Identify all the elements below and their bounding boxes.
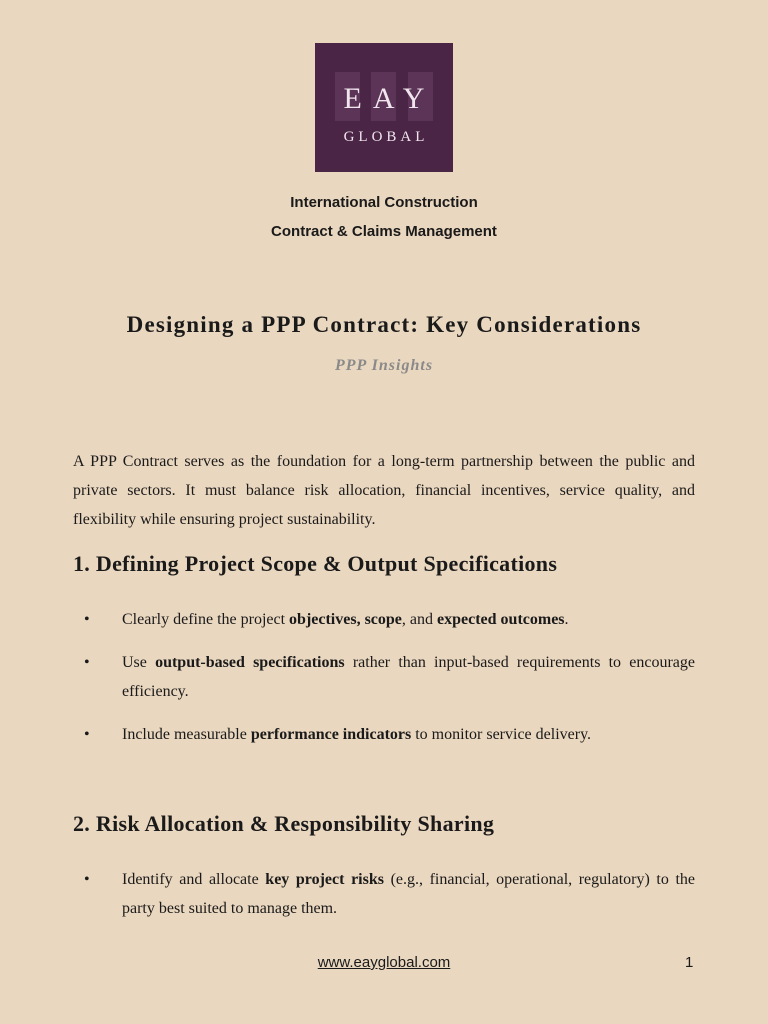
bold-text: performance indicators	[250, 726, 412, 743]
section-2-list	[84, 865, 695, 923]
text: Clearly define the project	[122, 611, 290, 628]
text: , and	[401, 611, 438, 628]
bold-text: key project risks	[265, 871, 384, 888]
list-item	[84, 648, 695, 706]
bold-text: expected outcomes	[437, 611, 565, 628]
list-item	[84, 865, 695, 923]
bullet-glyph: •	[84, 611, 90, 628]
text: .	[564, 611, 569, 628]
bold-text: output-based specifications	[155, 654, 345, 671]
page-number: 1	[685, 954, 694, 971]
section-1-list	[84, 605, 695, 749]
bullet-glyph: •	[84, 726, 90, 743]
logo-letters: EAY	[343, 82, 436, 115]
bullet-glyph: •	[84, 871, 90, 888]
footer-website-link[interactable]: www.eayglobal.com	[317, 954, 451, 971]
text: to monitor service delivery.	[411, 726, 592, 743]
text: rather than input-based requirements to encourage efficiency.	[122, 654, 695, 700]
company-logo	[315, 43, 453, 172]
text: Use	[122, 654, 156, 671]
page-title: Designing a PPP Contract: Key Considerations	[126, 312, 642, 337]
logo-subtext: GLOBAL	[343, 129, 429, 145]
bold-text: objectives, scope	[289, 611, 402, 628]
section-heading-1: 1. Defining Project Scope & Output Specifications	[73, 551, 558, 576]
company-tagline-line1: International Construction	[290, 194, 478, 211]
text: (e.g., financial, operational, regulatory) to the party best suited to manage them.	[122, 871, 696, 917]
page-subtitle: PPP Insights	[334, 357, 434, 374]
list-item	[84, 605, 695, 634]
bullet-glyph: •	[84, 654, 90, 671]
section-heading-2: 2. Risk Allocation & Responsibility Sharing	[73, 811, 495, 836]
list-item	[84, 720, 695, 749]
company-tagline-line2: Contract & Claims Management	[271, 223, 497, 240]
intro-paragraph: A PPP Contract serves as the foundation for a long-term partnership between the public and private sectors. It must balance risk allocation, financial incentives, service quality, and flexibility while ensuring project sustainability.	[73, 453, 695, 528]
text: Identify and allocate	[122, 871, 266, 888]
text: Include measurable	[122, 726, 251, 743]
